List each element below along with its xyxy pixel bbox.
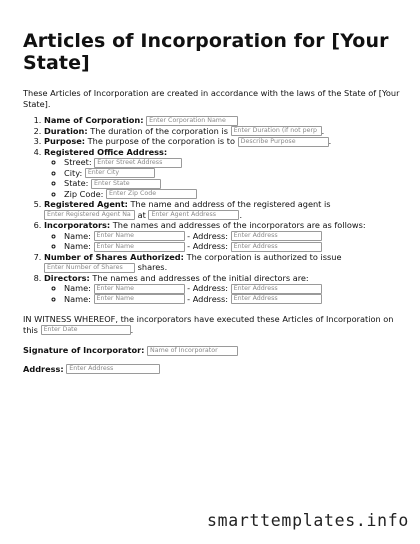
- state-label: State:: [64, 178, 89, 188]
- list-item-shares: [44, 252, 403, 273]
- director-name-input[interactable]: Enter Name: [94, 284, 185, 294]
- list-item-purpose: [44, 136, 403, 147]
- purpose-label: Purpose:: [44, 136, 86, 146]
- directors-list: [44, 283, 403, 304]
- office-label: Registered Office Address:: [44, 146, 168, 157]
- incorporator-address-input[interactable]: Enter Address: [231, 231, 322, 241]
- incorporator-row: [64, 231, 403, 242]
- watermark-footer: smarttemplates.info: [207, 511, 410, 530]
- shares-text: The corporation is authorized to issue: [186, 251, 342, 262]
- city-input[interactable]: Enter City: [85, 168, 155, 178]
- signature-input[interactable]: Name of Incorporator: [147, 346, 238, 356]
- address-label: Address:: [23, 363, 64, 374]
- state-row: [64, 178, 403, 189]
- director-name-input[interactable]: Enter Name: [94, 294, 185, 304]
- list-item-agent: [44, 199, 403, 220]
- corporation-name-input[interactable]: Enter Corporation Name: [146, 116, 238, 126]
- agent-address-input[interactable]: Enter Agent Address: [148, 210, 239, 220]
- document-page: [23, 30, 403, 374]
- director-row: [64, 294, 403, 305]
- director-name-label: Name:: [64, 293, 91, 304]
- duration-suffix: .: [321, 125, 325, 136]
- name-label: Name of Corporation:: [44, 115, 144, 125]
- purpose-input[interactable]: Describe Purpose: [238, 137, 329, 147]
- city-label: City:: [64, 167, 83, 178]
- incorporator-name-label: Name:: [64, 241, 91, 251]
- incorporator-name-input[interactable]: Enter Name: [94, 231, 185, 241]
- director-address-label: - Address:: [187, 293, 229, 304]
- directors-label: Directors:: [44, 272, 90, 283]
- state-input[interactable]: Enter State: [91, 179, 161, 189]
- duration-input[interactable]: Enter Duration (if not perp: [231, 126, 322, 136]
- incorporator-row: [64, 241, 403, 252]
- list-item-name: [44, 115, 403, 126]
- purpose-suffix: .: [328, 136, 332, 146]
- agent-label: Registered Agent:: [44, 199, 128, 209]
- agent-at: at: [137, 209, 146, 220]
- director-address-input[interactable]: Enter Address: [231, 284, 322, 294]
- agent-text: The name and address of the registered agent is: [130, 199, 331, 209]
- witness-paragraph: [23, 314, 403, 335]
- incorporator-name-label: Name:: [64, 230, 91, 241]
- shares-label: Number of Shares Authorized:: [44, 251, 184, 262]
- incorporators-list: [44, 231, 403, 252]
- shares-suffix: shares.: [137, 262, 168, 272]
- incorporator-address-label: - Address:: [187, 241, 229, 251]
- page-title: Articles of Incorporation for [Your State]: [23, 30, 389, 74]
- signature-row: [23, 345, 403, 356]
- list-item-directors: [44, 273, 403, 305]
- agent-name-input[interactable]: Enter Registered Agent Na: [44, 210, 135, 220]
- director-name-label: Name:: [64, 283, 91, 293]
- witness-text: IN WITNESS WHEREOF, the incorporators have executed these Articles of Incorporation on this: [23, 314, 394, 335]
- city-row: [64, 168, 403, 179]
- street-input[interactable]: Enter Street Address: [94, 158, 182, 168]
- office-address-list: [44, 157, 403, 199]
- witness-date-input[interactable]: Enter Date: [41, 325, 131, 335]
- incorporators-text: The names and addresses of the incorporators are as follows:: [112, 220, 366, 230]
- incorporator-address-input[interactable]: Enter Address: [231, 242, 322, 252]
- list-item-office: [44, 147, 403, 200]
- agent-suffix: .: [239, 209, 243, 220]
- incorporator-name-input[interactable]: Enter Name: [94, 242, 185, 252]
- duration-label: Duration:: [44, 125, 88, 136]
- articles-list: [23, 115, 403, 304]
- zip-label: Zip Code:: [64, 188, 104, 199]
- witness-suffix: .: [130, 324, 134, 335]
- signature-label: Signature of Incorporator:: [23, 345, 145, 355]
- zip-row: [64, 189, 403, 200]
- intro-paragraph: These Articles of Incorporation are created in accordance with the laws of the State of [Your State].: [23, 88, 400, 109]
- purpose-text: The purpose of the corporation is to: [87, 136, 236, 146]
- list-item-incorporators: [44, 220, 403, 252]
- street-label: Street:: [64, 157, 92, 167]
- director-row: [64, 283, 403, 294]
- incorporators-label: Incorporators:: [44, 220, 111, 230]
- shares-input[interactable]: Enter Number of Shares: [44, 263, 135, 273]
- address-input[interactable]: Enter Address: [66, 364, 160, 374]
- street-row: [64, 157, 403, 168]
- director-address-input[interactable]: Enter Address: [231, 294, 322, 304]
- director-address-label: - Address:: [187, 283, 229, 293]
- incorporator-address-label: - Address:: [187, 230, 229, 241]
- list-item-duration: [44, 126, 403, 137]
- duration-text: The duration of the corporation is: [90, 125, 228, 136]
- directors-text: The names and addresses of the initial directors are:: [92, 272, 309, 283]
- address-row: [23, 364, 403, 375]
- zip-input[interactable]: Enter Zip Code: [106, 189, 197, 199]
